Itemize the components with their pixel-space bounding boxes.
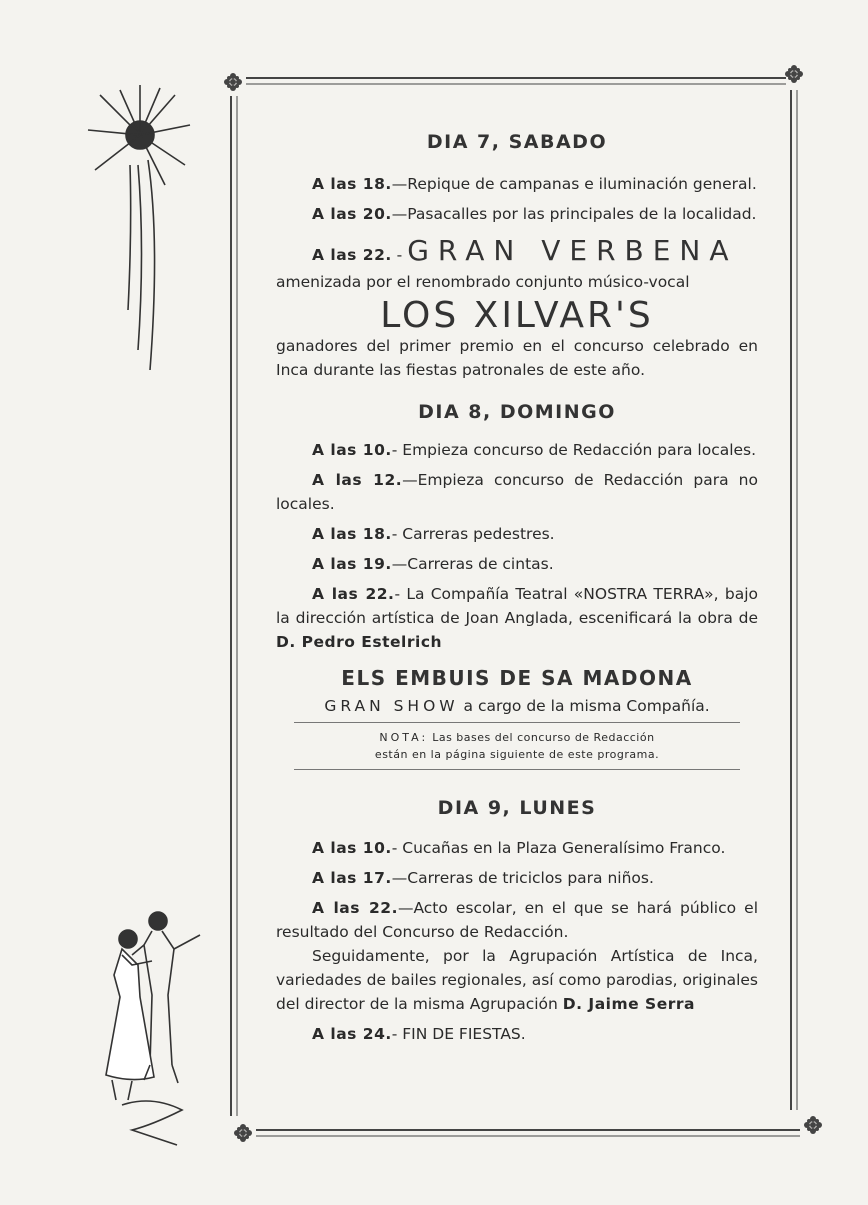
show-text: a cargo de la misma Compañía.: [458, 697, 710, 715]
event-time: A las 18.: [312, 525, 392, 543]
play-title: ELS EMBUIS DE SA MADONA: [341, 666, 693, 690]
event-time: A las 18.: [312, 175, 392, 193]
day9-followup: [276, 944, 758, 1016]
note-line-2: están en la página siguiente de este programa.: [374, 748, 660, 761]
day8-item-2: [276, 468, 758, 516]
event-text: - Carreras pedestres.: [391, 525, 555, 543]
note-label: NOTA:: [379, 731, 429, 744]
event-time: A las 24.: [312, 1025, 392, 1043]
play-author: D. Pedro Estelrich: [276, 633, 443, 651]
day8-theatre: [276, 582, 758, 654]
program-content: [276, 120, 758, 1046]
day8-item-1: [276, 438, 758, 462]
event-text: - Empieza concurso de Redacción para locales.: [391, 441, 757, 459]
day9-item-3: [276, 896, 758, 944]
event-text: —Repique de campanas e iluminación general.: [391, 175, 757, 193]
followup-text: Seguidamente, por la Agrupación Artística de Inca, variedades de bailes regionales, así como parodias, originales del director de la misma Agrupación: [276, 947, 758, 1013]
day8-item-4: [276, 552, 758, 576]
event-time: A las 17.: [312, 869, 392, 887]
event-text: —Carreras de triciclos para niños.: [391, 869, 654, 887]
day7-heading: DIA 7, SABADO: [426, 131, 608, 153]
day7-item-2: [276, 202, 758, 226]
event-text: - Cucañas en la Plaza Generalísimo Franco.: [391, 839, 726, 857]
note-line-1: [294, 729, 740, 746]
dancing-couple-illustration: [92, 905, 222, 1150]
event-text: - FIN DE FIESTAS.: [391, 1025, 526, 1043]
verbena-line: [276, 236, 758, 270]
event-text: —Carreras de cintas.: [391, 555, 554, 573]
band-name: LOS XILVAR'S: [380, 295, 654, 336]
event-text: —Pasacalles por las principales de la localidad.: [391, 205, 757, 223]
event-time: A las 22.: [312, 246, 392, 264]
day9-item-1: [276, 836, 758, 860]
note-text-1: Las bases del concurso de Redacción: [428, 731, 655, 744]
day9-item-2: [276, 866, 758, 890]
show-line: [276, 694, 758, 718]
verbena-dash: -: [391, 246, 408, 264]
verbena-description: amenizada por el renombrado conjunto músico-vocal: [276, 273, 690, 291]
event-text: —Acto escolar, en el que se hará público el resultado del Concurso de Redacción.: [276, 899, 758, 941]
band-description: ganadores del primer premio en el concurso celebrado en Inca durante las fiestas patronales de este año.: [276, 337, 758, 379]
event-time: A las 22.: [312, 899, 398, 917]
firework-illustration: [80, 80, 200, 390]
day9-end: [276, 1022, 758, 1046]
day9-heading: DIA 9, LUNES: [437, 797, 597, 819]
event-time: A las 22.: [312, 585, 395, 603]
day7-item-1: [276, 172, 758, 196]
event-text: - La Compañía Teatral «NOSTRA TERRA», bajo la dirección artística de Joan Anglada, escenificará la obra de: [276, 585, 758, 627]
event-time: A las 20.: [312, 205, 392, 223]
event-time: A las 10.: [312, 441, 392, 459]
event-time: A las 12.: [312, 471, 403, 489]
day8-heading: DIA 8, DOMINGO: [418, 401, 616, 423]
day8-item-3: [276, 522, 758, 546]
note-box: [294, 722, 740, 770]
event-text: —Empieza concurso de Redacción para no locales.: [276, 471, 758, 513]
event-time: A las 19.: [312, 555, 392, 573]
verbena-title: GRAN VERBENA: [407, 234, 738, 267]
event-time: A las 10.: [312, 839, 392, 857]
show-label: GRAN SHOW: [324, 697, 459, 715]
followup-director: D. Jaime Serra: [562, 995, 695, 1013]
